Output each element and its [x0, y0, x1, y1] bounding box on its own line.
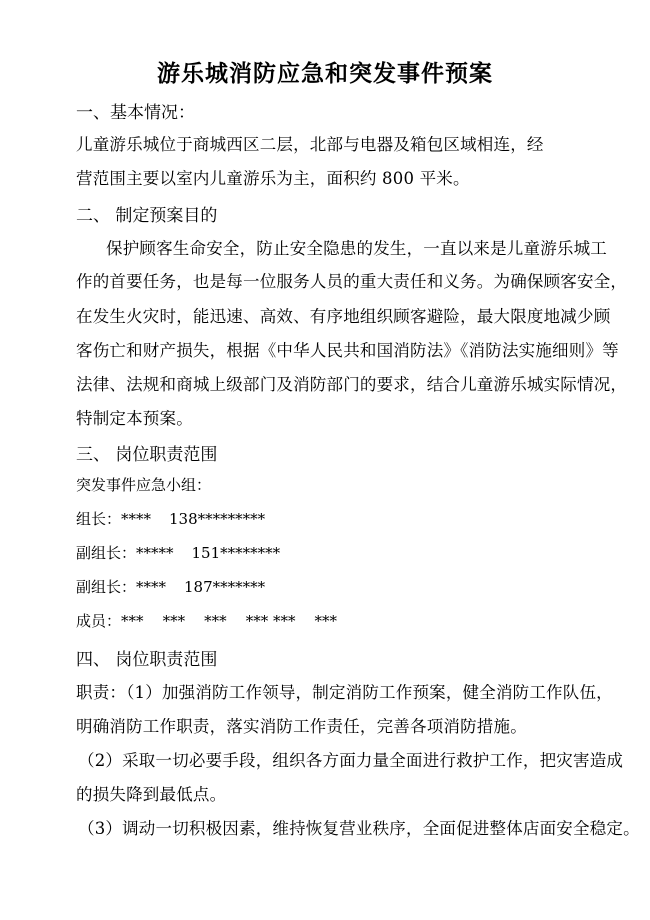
section-4-line: 的损失降到最低点。 [76, 785, 227, 804]
section-2-line: 作的首要任务，也是每一位服务人员的重大责任和义务。为确保顾客安全， [76, 272, 628, 291]
section-2-line: 特制定本预案。 [76, 409, 193, 428]
section-4-line: （2）采取一切必要手段，组织各方面力量全面进行救护工作，把灾害造成 [78, 751, 624, 770]
section-4-heading: 四、 岗位职责范围 [76, 650, 218, 670]
section-1-heading: 一、基本情况： [76, 103, 195, 123]
emergency-group-label: 突发事件应急小组： [76, 476, 212, 494]
leader-row [76, 508, 265, 529]
section-2-line: 客伤亡和财产损失，根据《中华人民共和国消防法》《消防法实施细则》等 [76, 341, 619, 360]
vice-leader-label: 副组长：**** [76, 578, 167, 596]
vice-leader-label: 副组长：***** [76, 544, 174, 562]
members-row: 成员：*** *** *** *** *** *** [76, 612, 338, 630]
section-2-line: 法律、法规和商城上级部门及消防部门的要求，结合儿童游乐城实际情况， [76, 375, 628, 394]
section-1-line: 营范围主要以室内儿童游乐为主，面积约 800 平米。 [76, 169, 470, 188]
section-2-line: 在发生火灾时，能迅速、高效、有序地组织顾客避险，最大限度地减少顾 [76, 307, 611, 326]
section-4-line: （3）调动一切积极因素，维持恢复营业秩序，全面促进整体店面安全稳定。 [78, 819, 640, 838]
section-3-heading: 三、 岗位职责范围 [76, 445, 218, 465]
vice-leader-row [76, 576, 265, 597]
document-title: 游乐城消防应急和突发事件预案 [157, 60, 493, 87]
section-4-line: 职责：（1）加强消防工作领导，制定消防工作预案，健全消防工作队伍， [76, 683, 613, 702]
vice-leader-row [76, 542, 280, 563]
section-2-heading: 二、 制定预案目的 [76, 206, 218, 226]
leader-phone: 138********* [169, 510, 266, 528]
leader-label: 组长：**** [76, 510, 152, 528]
vice-leader-phone: 151******** [191, 544, 281, 562]
section-4-line: 明确消防工作职责，落实消防工作责任，完善各项消防措施。 [76, 717, 527, 736]
vice-leader-phone: 187******* [184, 578, 266, 596]
section-2-line: 保护顾客生命安全，防止安全隐患的发生，一直以来是儿童游乐城工 [106, 239, 607, 258]
section-1-line: 儿童游乐城位于商城西区二层，北部与电器及箱包区域相连，经 [76, 135, 544, 154]
